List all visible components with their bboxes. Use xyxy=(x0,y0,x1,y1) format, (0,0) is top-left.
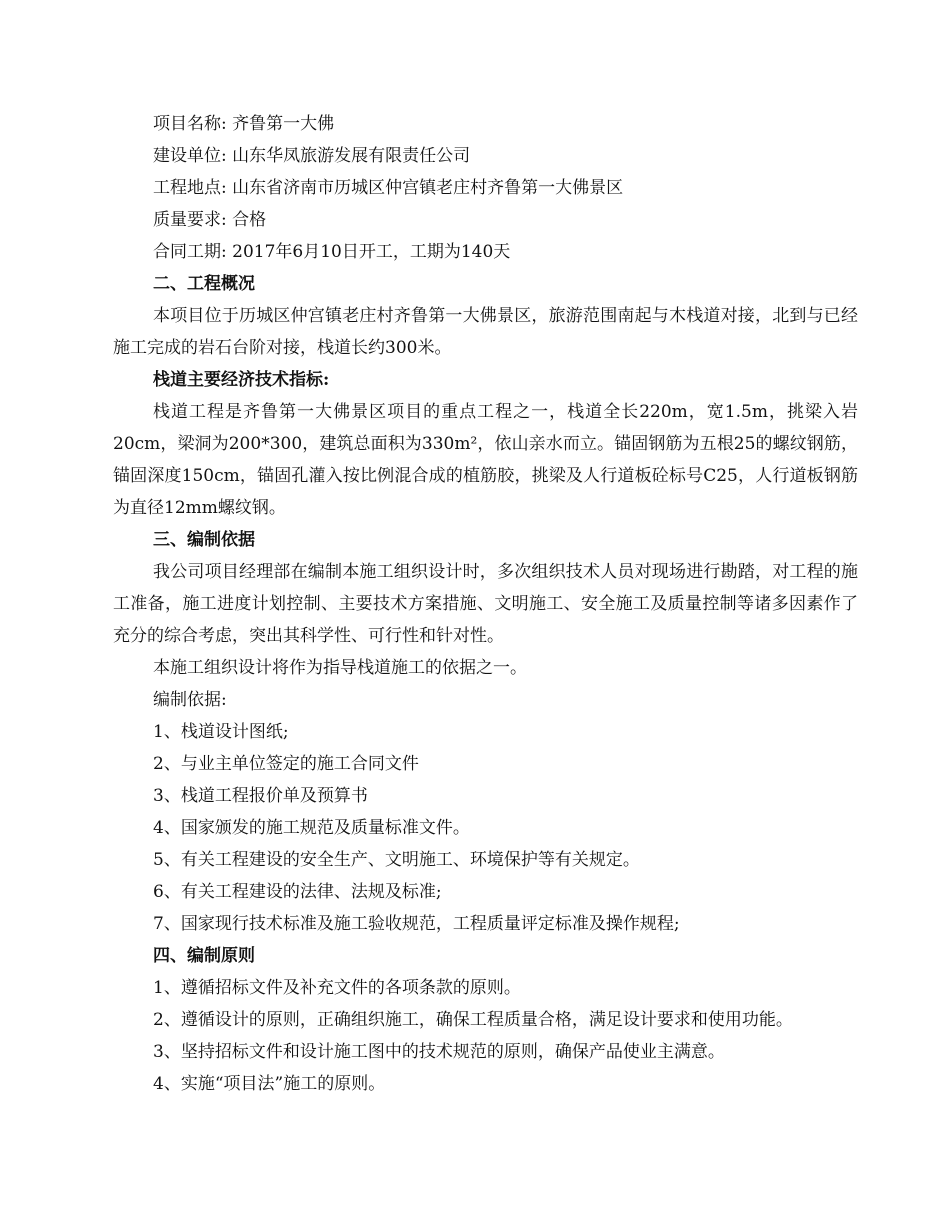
quality-label: 质量要求: xyxy=(153,210,227,230)
builder-line xyxy=(113,140,858,172)
basis-item: 4、国家颁发的施工规范及质量标准文件。 xyxy=(153,818,470,838)
project-name-line xyxy=(113,108,858,140)
project-name-label: 项目名称: xyxy=(153,114,227,134)
indicators-paragraph: 栈道工程是齐鲁第一大佛景区项目的重点工程之一，栈道全长220m，宽1.5m，挑梁入岩20cm，梁洞为200*300，建筑总面积为330m²，依山亲水而立。锚固钢筋为五根25的螺纹钢筋，锚固深度150cm，锚固孔灌入按比例混合成的植筋胶，挑梁及人行道板砼标号C25，人行道板钢筋为直径12mm螺纹钢。 xyxy=(113,402,858,518)
basis-item: 6、有关工程建设的法律、法规及标准; xyxy=(153,882,442,902)
project-name-value: 齐鲁第一大佛 xyxy=(232,114,335,134)
principle-item: 2、遵循设计的原则，正确组织施工，确保工程质量合格，满足设计要求和使用功能。 xyxy=(153,1010,793,1030)
basis-item: 3、栈道工程报价单及预算书 xyxy=(153,786,368,806)
quality-line xyxy=(113,204,858,236)
basis-paragraph: 我公司项目经理部在编制本施工组织设计时，多次组织技术人员对现场进行勘踏，对工程的施工准备，施工进度计划控制、主要技术方案措施、文明施工、安全施工及质量控制等诸多因素作了充分的综合考虑，突出其科学性、可行性和针对性。 xyxy=(113,562,858,646)
section3-heading: 三、编制依据 xyxy=(153,530,255,550)
principle-item: 3、坚持招标文件和设计施工图中的技术规范的原则，确保产品使业主满意。 xyxy=(153,1042,725,1062)
indicators-heading: 栈道主要经济技术指标: xyxy=(153,370,330,390)
overview-paragraph: 本项目位于历城区仲宫镇老庄村齐鲁第一大佛景区，旅游范围南起与木栈道对接，北到与已经施工完成的岩石台阶对接，栈道长约300米。 xyxy=(113,306,858,358)
basis-item: 7、国家现行技术标准及施工验收规范，工程质量评定标准及操作规程; xyxy=(153,914,680,934)
basis-label: 编制依据: xyxy=(153,690,227,710)
section2-heading: 二、工程概况 xyxy=(153,274,255,294)
basis-item: 5、有关工程建设的安全生产、文明施工、环境保护等有关规定。 xyxy=(153,850,640,870)
period-label: 合同工期: xyxy=(153,242,227,262)
period-line xyxy=(113,236,858,268)
guide-paragraph: 本施工组织设计将作为指导栈道施工的依据之一。 xyxy=(153,658,527,678)
period-value: 2017年6月10日开工，工期为140天 xyxy=(232,242,511,262)
principle-item: 1、遵循招标文件及补充文件的各项条款的原则。 xyxy=(153,978,521,998)
location-value: 山东省济南市历城区仲宫镇老庄村齐鲁第一大佛景区 xyxy=(232,178,624,198)
basis-item: 2、与业主单位签定的施工合同文件 xyxy=(153,754,419,774)
quality-value: 合格 xyxy=(232,210,267,230)
location-label: 工程地点: xyxy=(153,178,227,198)
builder-label: 建设单位: xyxy=(153,146,227,166)
section4-heading: 四、编制原则 xyxy=(153,946,255,966)
builder-value: 山东华凤旅游发展有限责任公司 xyxy=(232,146,471,166)
basis-item: 1、栈道设计图纸; xyxy=(153,722,289,742)
document-body xyxy=(113,108,858,1100)
location-line xyxy=(113,172,858,204)
principle-item: 4、实施“项目法”施工的原则。 xyxy=(153,1074,386,1094)
